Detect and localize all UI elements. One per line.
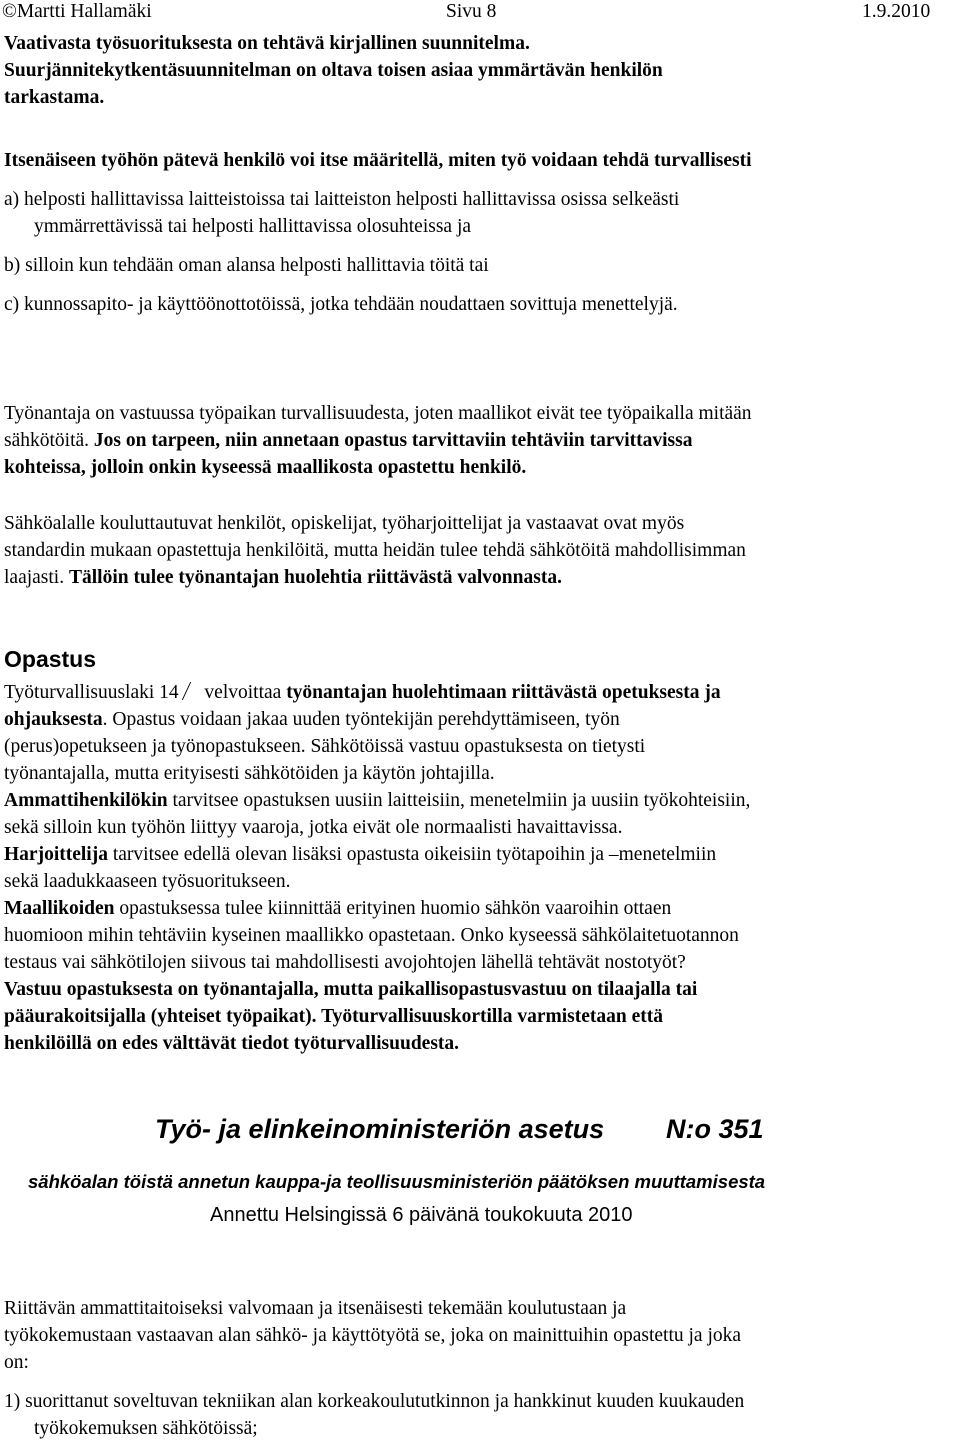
section-heading-opastus: Opastus <box>4 646 97 672</box>
author-copyright: ©Martti Hallamäki <box>2 1 152 22</box>
section-sign-icon <box>184 681 196 701</box>
list-item-1 <box>4 1388 744 1442</box>
opastus-text: tarvitsee edellä olevan lisäksi opastusta oikeisiin työtapoihin ja –menetelmiin <box>107 844 717 865</box>
supervision-paragraph <box>4 1295 741 1376</box>
list-item-1-line: työkokemuksen sähkötöissä; <box>34 1418 258 1439</box>
opastus-bold-text: Harjoittelija <box>4 844 108 865</box>
intro-line: Suurjännitekytkentäsuunnitelman on oltava toisen asiaa ymmärtävän henkilön <box>4 60 663 81</box>
employer-bold-text: Jos on tarpeen, niin annetaan opastus tarvittaviin tehtäviin tarvittavissa <box>93 430 693 451</box>
decree-given-date: Annettu Helsingissä 6 päivänä toukokuuta 2010 <box>210 1204 633 1226</box>
decree-subtitle: sähköalan töistä annetun kauppa-ja teollisuusministeriön päätöksen muuttamisesta <box>28 1171 766 1192</box>
opastus-bold-text: Maallikoiden <box>4 898 115 919</box>
employer-line <box>4 427 752 454</box>
trainees-line: standardin mukaan opastettuja henkilöitä, mutta heidän tulee tehdä sähkötöitä mahdollisimman <box>4 540 746 561</box>
opastus-line: huomioon mihin tehtäviin kyseinen maallikko opastetaan. Onko kyseessä sähkölaitetuotannon <box>4 925 739 946</box>
employer-line: Työnantaja on vastuussa työpaikan turvallisuudesta, joten maallikot eivät tee työpaikalla mitään <box>4 403 752 424</box>
supervision-line: Riittävän ammattitaitoiseksi valvomaan ja itsenäisesti tekemään koulutustaan ja <box>4 1298 627 1319</box>
opastus-bold-line: henkilöillä on edes välttävät tiedot työturvallisuudesta. <box>4 1033 460 1054</box>
list-item-c: c) kunnossapito- ja käyttöönottotöissä, jotka tehdään noudattaen sovittuja menettelyjä. <box>4 294 678 315</box>
opastus-bold-line: Vastuu opastuksesta on työnantajalla, mutta paikallisopastusvastuu on tilaajalla tai <box>4 979 698 1000</box>
page-number: Sivu 8 <box>446 1 497 22</box>
opastus-bold-line: pääurakoitsijalla (yhteiset työpaikat). Työturvallisuuskortilla varmistetaan että <box>4 1006 664 1027</box>
list-item-a-line: ymmärrettävissä tai helposti hallittavissa olosuhteissa ja <box>34 216 472 237</box>
document-date: 1.9.2010 <box>862 1 931 22</box>
opastus-bold-text: työnantajan huolehtimaan riittävästä opetuksesta ja <box>286 682 721 703</box>
employer-bold-line: kohteissa, jolloin onkin kyseessä maallikosta opastettu henkilö. <box>4 457 527 478</box>
trainees-paragraph <box>4 510 746 591</box>
trainees-text: laajasti. <box>4 567 69 588</box>
opastus-text: tarvitsee opastuksen uusiin laitteisiin, menetelmiin ja uusiin työkohteisiin, <box>167 790 751 811</box>
opastus-line: sekä silloin kun työhön liittyy vaaroja, jotka eivät ole normaalisti havaittavissa. <box>4 817 623 838</box>
employer-paragraph <box>4 400 752 481</box>
opastus-paragraph <box>4 679 750 1057</box>
trainees-bold-text: Tällöin tulee työnantajan huolehtia riittävästä valvonnasta. <box>68 567 562 588</box>
opastus-line: työnantajalla, mutta erityisesti sähkötöiden ja käytön johtajilla. <box>4 763 495 784</box>
opastus-text: Työturvallisuuslaki 14 <box>4 682 184 703</box>
opastus-text: velvoittaa <box>199 682 287 703</box>
list-item-a <box>4 186 679 240</box>
employer-text: sähkötöitä. <box>4 430 94 451</box>
supervision-line: on: <box>4 1352 29 1373</box>
intro-line: Vaativasta työsuorituksesta on tehtävä kirjallinen suunnitelma. <box>4 33 530 54</box>
opastus-text: opastuksessa tulee kiinnittää erityinen huomio sähkön vaaroihin ottaen <box>114 898 672 919</box>
decree-title: Työ- ja elinkeinoministeriön asetus <box>155 1114 605 1144</box>
self-work-heading: Itsenäiseen työhön pätevä henkilö voi itse määritellä, miten työ voidaan tehdä turvallisesti <box>4 150 752 171</box>
supervision-line: työkokemustaan vastaavan alan sähkö- ja käyttötyötä se, joka on mainittuihin opastettu ja joka <box>4 1325 742 1346</box>
opastus-line: sekä laadukkaaseen työsuoritukseen. <box>4 871 291 892</box>
opastus-line: (perus)opetukseen ja työnopastukseen. Sähkötöissä vastuu opastuksesta on tietysti <box>4 736 646 757</box>
opastus-bold-text: ohjauksesta <box>4 709 103 730</box>
intro-paragraph <box>4 30 663 111</box>
opastus-text: . Opastus voidaan jakaa uuden työntekijän perehdyttämiseen, työn <box>102 709 620 730</box>
list-item-b: b) silloin kun tehdään oman alansa helposti hallittavia töitä tai <box>4 255 489 276</box>
opastus-line: testaus vai sähkötilojen siivous tai mahdollisesti avojohtojen lähellä tehtävät nostotyöt? <box>4 952 686 973</box>
decree-number: N:o 351 <box>666 1114 764 1144</box>
list-item-a-line: a) helposti hallittavissa laitteistoissa tai laitteiston helposti hallittavissa osissa selkeästi <box>4 189 680 210</box>
intro-line: tarkastama. <box>4 87 105 108</box>
list-item-1-line: 1) suorittanut soveltuvan tekniikan alan korkeakoulututkinnon ja hankkinut kuuden kuukauden <box>4 1391 745 1412</box>
trainees-line: Sähköalalle kouluttautuvat henkilöt, opiskelijat, työharjoittelijat ja vastaavat ovat myös <box>4 513 685 534</box>
opastus-bold-text: Ammattihenkilökin <box>4 790 168 811</box>
